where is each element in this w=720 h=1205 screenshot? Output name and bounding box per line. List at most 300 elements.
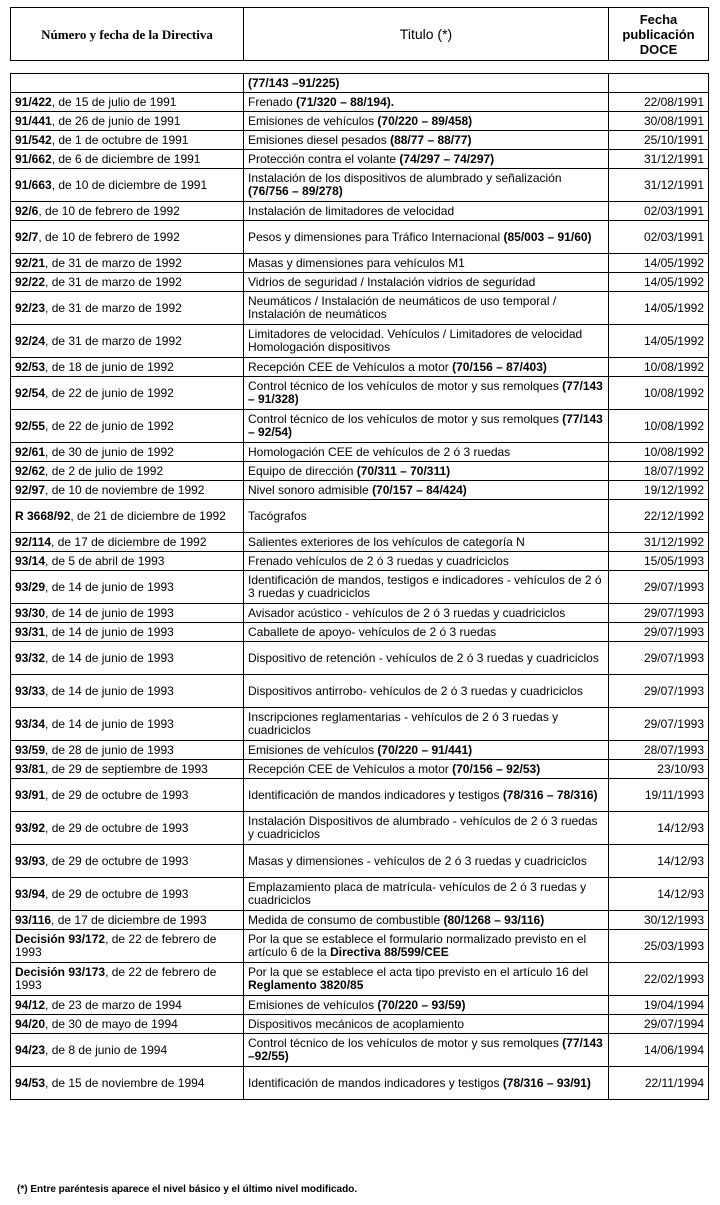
directive-number-date [11,741,244,760]
directive-number-date [11,462,244,481]
directive-title [244,911,609,930]
directive-number: 94/53 [15,1075,46,1090]
title-reference: (77/143 – 91/328) [248,379,603,406]
title-text: Instalación de limitadores de velocidad [248,203,455,218]
directive-date: , de 14 de junio de 1993 [45,579,174,594]
directive-date: , de 22 de junio de 1992 [45,418,174,433]
title-text: Control técnico de los vehículos de motor y sus remolques [248,412,563,426]
directive-title [244,325,609,358]
directive-number: 93/93 [15,853,46,868]
title-text: Instalación de los dispositivos de alumbrado y señalización [248,171,562,185]
directive-date: , de 10 de diciembre de 1991 [51,177,208,192]
directive-number-date [11,273,244,292]
directive-number: 93/116 [15,912,52,927]
publication-date: 23/10/93 [609,760,709,779]
table-row [11,254,709,273]
directive-title [244,481,609,500]
publication-date: 14/05/1992 [609,254,709,273]
directive-number-date [11,150,244,169]
directive-title [244,708,609,741]
directive-date: , de 18 de junio de 1992 [45,359,174,374]
title-reference: (77/143 –91/225) [248,75,340,90]
directive-number: 92/61 [15,444,46,459]
directive-number-date [11,481,244,500]
title-text: Salientes exteriores de los vehículos de categoría N [248,534,525,549]
directive-number: 93/92 [15,820,46,835]
title-text: Instalación Dispositivos de alumbrado - vehículos de 2 ó 3 ruedas y cuadriciclos [248,814,598,841]
directive-title [244,533,609,552]
publication-date: 25/10/1991 [609,131,709,150]
directive-number: Decisión 93/173 [15,965,106,979]
directive-number-date [11,996,244,1015]
directive-number: 91/662 [15,151,52,166]
directive-number-date [11,911,244,930]
directive-number: 93/59 [15,742,46,757]
directive-number-date [11,675,244,708]
publication-date: 10/08/1992 [609,377,709,410]
title-reference: (77/143 –92/55) [248,1036,603,1063]
directive-date: , de 31 de marzo de 1992 [45,333,182,348]
directives-table-body [11,74,709,1100]
directive-date: , de 14 de junio de 1993 [45,650,174,665]
table-row [11,911,709,930]
directive-number-date [11,358,244,377]
title-text: Protección contra el volante [248,151,400,166]
directive-number: 92/23 [15,300,46,315]
table-row [11,533,709,552]
title-text: Por la que se establece el acta tipo previsto en el artículo 16 del [248,965,589,979]
title-text: Neumáticos / Instalación de neumáticos de uso temporal / Instalación de neumáticos [248,294,557,321]
directive-number: 92/24 [15,333,46,348]
publication-date: 19/04/1994 [609,996,709,1015]
directive-title [244,358,609,377]
directive-number-date [11,93,244,112]
publication-date: 31/12/1991 [609,169,709,202]
table-row [11,292,709,325]
directive-number: 93/29 [15,579,46,594]
title-reference: (78/316 – 78/316) [502,787,598,802]
publication-date: 29/07/1993 [609,571,709,604]
directive-number-date [11,377,244,410]
title-reference: (70/311 – 70/311) [356,463,451,478]
directive-date: , de 31 de marzo de 1992 [45,255,182,270]
directive-title [244,221,609,254]
directive-number-date [11,779,244,812]
title-reference: (70/156 – 87/403) [452,359,547,374]
directive-number-date [11,325,244,358]
title-reference: (71/320 – 88/194). [296,94,395,109]
directive-date: , de 31 de marzo de 1992 [45,300,182,315]
directive-number: 92/97 [15,482,46,497]
directive-date: , de 21 de diciembre de 1992 [70,508,226,523]
title-text: Vidrios de seguridad / Instalación vidrios de seguridad [248,274,536,289]
directive-date: , de 22 de junio de 1992 [45,385,174,400]
publication-date: 14/06/1994 [609,1034,709,1067]
table-row [11,221,709,254]
directive-number: 92/22 [15,274,46,289]
directive-date: , de 14 de junio de 1993 [45,716,174,731]
table-row [11,1015,709,1034]
table-row [11,963,709,996]
directive-number: Decisión 93/172 [15,932,106,946]
title-reference: (88/77 – 88/77) [390,132,472,147]
directive-number-date [11,930,244,963]
table-row [11,150,709,169]
directive-title [244,150,609,169]
directive-number: 93/81 [15,761,46,776]
directive-date: , de 29 de octubre de 1993 [45,787,189,802]
title-text: Emisiones de vehículos [248,113,378,128]
title-reference: (85/003 – 91/60) [503,229,592,244]
publication-date: 29/07/1993 [609,675,709,708]
table-row [11,131,709,150]
title-text: Frenado vehículos de 2 ó 3 ruedas y cuadriciclos [248,553,509,568]
publication-date: 14/05/1992 [609,325,709,358]
publication-date: 10/08/1992 [609,443,709,462]
directive-date: , de 26 de junio de 1991 [51,113,181,128]
directive-number-date [11,963,244,996]
publication-date: 28/07/1993 [609,741,709,760]
directive-number: 93/91 [15,787,46,802]
directive-number: 91/542 [15,132,52,147]
directive-number-date [11,604,244,623]
title-text: Recepción CEE de Vehículos a motor [248,359,453,374]
title-reference: (76/756 – 89/278) [248,184,343,198]
directive-date: , de 17 de diciembre de 1992 [51,534,207,549]
table-row [11,74,709,93]
table-row [11,779,709,812]
publication-date: 29/07/1993 [609,604,709,623]
table-row [11,443,709,462]
directive-number-date [11,292,244,325]
table-row [11,741,709,760]
directive-date: , de 2 de julio de 1992 [45,463,164,478]
directive-date: , de 29 de septiembre de 1993 [45,761,208,776]
publication-date: 14/05/1992 [609,292,709,325]
publication-date: 10/08/1992 [609,358,709,377]
directive-title [244,254,609,273]
directive-date: , de 22 de febrero de 1993 [15,965,217,992]
directive-number: 94/23 [15,1042,46,1057]
directive-date: , de 29 de octubre de 1993 [45,853,189,868]
directive-title [244,443,609,462]
directive-title [244,462,609,481]
title-text: Por la que se establece el formulario normalizado previsto en el artículo 6 de la [248,932,587,959]
directive-number-date [11,1015,244,1034]
title-text: Emisiones de vehículos [248,997,378,1012]
title-text: Identificación de mandos indicadores y testigos [248,1075,503,1090]
directive-title [244,963,609,996]
publication-date: 15/05/1993 [609,552,709,571]
title-text: Homologación CEE de vehículos de 2 ó 3 ruedas [248,444,511,459]
directive-title [244,760,609,779]
directive-title [244,169,609,202]
title-text: Identificación de mandos, testigos e indicadores - vehículos de 2 ó 3 ruedas y cuadriciclos [248,573,602,600]
publication-date: 14/05/1992 [609,273,709,292]
table-row [11,604,709,623]
directive-title [244,642,609,675]
directive-date: , de 1 de octubre de 1991 [51,132,189,147]
title-text: Dispositivo de retención - vehículos de 2 ó 3 ruedas y cuadriciclos [248,650,599,665]
title-text: Dispositivos antirrobo- vehículos de 2 ó 3 ruedas y cuadriciclos [248,683,583,698]
directive-date: , de 6 de diciembre de 1991 [51,151,201,166]
publication-date: 22/12/1992 [609,500,709,533]
directive-number: 91/663 [15,177,52,192]
directive-number: 92/21 [15,255,46,270]
title-reference: (70/220 – 91/441) [377,742,473,757]
publication-date: 29/07/1993 [609,708,709,741]
directive-number: 92/55 [15,418,46,433]
directive-title [244,1015,609,1034]
directive-number: 91/422 [15,94,52,109]
title-reference: (70/220 – 89/458) [377,113,473,128]
directive-title [244,377,609,410]
table-row [11,552,709,571]
directive-date: , de 15 de noviembre de 1994 [45,1075,205,1090]
table-row [11,462,709,481]
directive-number: 92/7 [15,229,39,244]
directive-number: 92/62 [15,463,46,478]
title-text: Avisador acústico - vehículos de 2 ó 3 ruedas y cuadriciclos [248,605,566,620]
directive-date: , de 22 de febrero de 1993 [15,932,217,959]
directive-number-date [11,410,244,443]
directives-table [10,73,709,1100]
directive-title [244,112,609,131]
table-row [11,571,709,604]
publication-date: 31/12/1992 [609,533,709,552]
directive-date: , de 30 de mayo de 1994 [45,1016,178,1031]
title-text: Recepción CEE de Vehículos a motor [248,761,453,776]
directive-title [244,93,609,112]
publication-date: 22/08/1991 [609,93,709,112]
title-text: Nivel sonoro admisible [248,482,373,497]
directive-number-date [11,642,244,675]
publication-date: 29/07/1993 [609,642,709,675]
directive-title [244,623,609,642]
publication-date: 18/07/1992 [609,462,709,481]
title-reference: (80/1268 – 93/116) [443,912,545,927]
directive-title [244,779,609,812]
title-reference: Reglamento 3820/85 [248,978,364,992]
directive-number: R 3668/92 [15,508,71,523]
publication-date: 14/12/93 [609,812,709,845]
table-row [11,410,709,443]
directive-number: 92/53 [15,359,46,374]
directive-number: 94/20 [15,1016,46,1031]
publication-date [609,74,709,93]
table-row [11,202,709,221]
directive-number-date [11,221,244,254]
directive-title [244,1067,609,1100]
directive-number: 93/32 [15,650,46,665]
directive-title [244,552,609,571]
directive-number-date [11,533,244,552]
directive-date: , de 29 de octubre de 1993 [45,820,189,835]
table-row [11,500,709,533]
table-row [11,169,709,202]
directive-date: , de 5 de abril de 1993 [45,553,165,568]
directive-date: , de 10 de febrero de 1992 [38,229,180,244]
directive-title [244,1034,609,1067]
title-text: Equipo de dirección [248,463,357,478]
directive-number-date [11,845,244,878]
title-text: Limitadores de velocidad. Vehículos / Limitadores de velocidad Homologación dispositivos [248,327,583,354]
directive-number-date [11,443,244,462]
publication-date: 19/11/1993 [609,779,709,812]
directive-title [244,878,609,911]
title-reference: (70/157 – 84/424) [372,482,467,497]
directive-number: 92/6 [15,203,39,218]
table-row [11,358,709,377]
directive-date: , de 28 de junio de 1993 [45,742,174,757]
directive-number-date [11,760,244,779]
directive-number-date [11,552,244,571]
directive-number: 93/34 [15,716,46,731]
title-text: Masas y dimensiones - vehículos de 2 ó 3 ruedas y cuadriciclos [248,853,587,868]
directive-date: , de 8 de junio de 1994 [45,1042,168,1057]
directive-number-date [11,112,244,131]
directive-title [244,930,609,963]
title-text: Inscripciones reglamentarias - vehículos de 2 ó 3 ruedas y cuadriciclos [248,710,559,737]
title-reference: (70/220 – 93/59) [377,997,466,1012]
title-text: Identificación de mandos indicadores y testigos [248,787,503,802]
publication-date: 02/03/1991 [609,221,709,254]
title-text: Masas y dimensiones para vehículos M1 [248,255,465,270]
title-text: Tacógrafos [248,508,307,523]
table-row [11,623,709,642]
directive-date: , de 14 de junio de 1993 [45,683,174,698]
directive-number: 93/31 [15,624,46,639]
directive-number-date [11,74,244,93]
publication-date: 29/07/1994 [609,1015,709,1034]
table-row [11,325,709,358]
directive-title [244,996,609,1015]
directive-number-date [11,254,244,273]
title-text: Dispositivos mecánicos de acoplamiento [248,1016,465,1031]
directive-number-date [11,708,244,741]
title-text: Pesos y dimensiones para Tráfico Internacional [248,229,504,244]
publication-date: 30/12/1993 [609,911,709,930]
table-row [11,1034,709,1067]
directive-number: 93/94 [15,886,46,901]
directive-title [244,845,609,878]
directive-title [244,202,609,221]
publication-date: 22/02/1993 [609,963,709,996]
title-reference: (78/316 – 93/91) [502,1075,591,1090]
directive-title [244,74,609,93]
directive-title [244,604,609,623]
directive-number-date [11,571,244,604]
title-text: Emisiones diesel pesados [248,132,391,147]
directive-number: 94/12 [15,997,46,1012]
publication-date: 14/12/93 [609,845,709,878]
header-title: Titulo (*) [244,8,609,61]
directive-number: 91/441 [15,113,52,128]
table-row [11,812,709,845]
table-row [11,273,709,292]
title-text: Control técnico de los vehículos de motor y sus remolques [248,379,563,393]
directive-number-date [11,812,244,845]
directive-number-date [11,131,244,150]
title-reference: (77/143 – 92/54) [248,412,603,439]
table-row [11,708,709,741]
directive-date: , de 10 de febrero de 1992 [38,203,180,218]
directive-number: 93/33 [15,683,46,698]
publication-date: 14/12/93 [609,878,709,911]
title-text: Frenado [248,94,297,109]
title-text: Control técnico de los vehículos de motor y sus remolques [248,1036,563,1050]
footnote: (*) Entre paréntesis aparece el nivel básico y el último nivel modificado. [17,1184,358,1195]
header-number-date: Número y fecha de la Directiva [11,8,244,61]
directive-date: , de 17 de diciembre de 1993 [51,912,207,927]
publication-date: 30/08/1991 [609,112,709,131]
title-text: Emisiones de vehículos [248,742,378,757]
directive-number: 93/14 [15,553,46,568]
directive-number: 93/30 [15,605,46,620]
publication-date: 02/03/1991 [609,202,709,221]
directive-number: 92/54 [15,385,46,400]
title-text: Caballete de apoyo- vehículos de 2 ó 3 ruedas [248,624,497,639]
directive-date: , de 14 de junio de 1993 [45,624,174,639]
table-row [11,93,709,112]
directive-title [244,500,609,533]
publication-date: 25/03/1993 [609,930,709,963]
table-row [11,112,709,131]
table-row [11,878,709,911]
directive-title [244,675,609,708]
directive-number-date [11,1034,244,1067]
header-publication-date: Fecha publicación DOCE [609,8,709,61]
directive-title [244,812,609,845]
title-reference: (74/297 – 74/297) [399,151,495,166]
directive-date: , de 29 de octubre de 1993 [45,886,189,901]
directive-title [244,131,609,150]
title-reference: (70/156 – 92/53) [452,761,541,776]
directive-number-date [11,202,244,221]
publication-date: 19/12/1992 [609,481,709,500]
publication-date: 10/08/1992 [609,410,709,443]
directive-number-date [11,500,244,533]
table-row [11,1067,709,1100]
directive-date: , de 10 de noviembre de 1992 [45,482,205,497]
table-header [10,7,709,61]
directive-date: , de 30 de junio de 1992 [45,444,174,459]
directive-number-date [11,878,244,911]
directive-title [244,410,609,443]
directive-title [244,741,609,760]
publication-date: 29/07/1993 [609,623,709,642]
title-reference: Directiva 88/599/CEE [330,945,449,959]
table-row [11,996,709,1015]
table-row [11,377,709,410]
directive-title [244,273,609,292]
table-row [11,760,709,779]
directive-number-date [11,1067,244,1100]
table-row [11,930,709,963]
directive-number: 92/114 [15,534,52,549]
table-row [11,675,709,708]
publication-date: 31/12/1991 [609,150,709,169]
directive-date: , de 23 de marzo de 1994 [45,997,182,1012]
directive-title [244,292,609,325]
table-row [11,642,709,675]
directive-title [244,571,609,604]
directive-date: , de 31 de marzo de 1992 [45,274,182,289]
directive-date: , de 15 de julio de 1991 [51,94,177,109]
publication-date: 22/11/1994 [609,1067,709,1100]
directive-number-date [11,623,244,642]
table-row [11,481,709,500]
